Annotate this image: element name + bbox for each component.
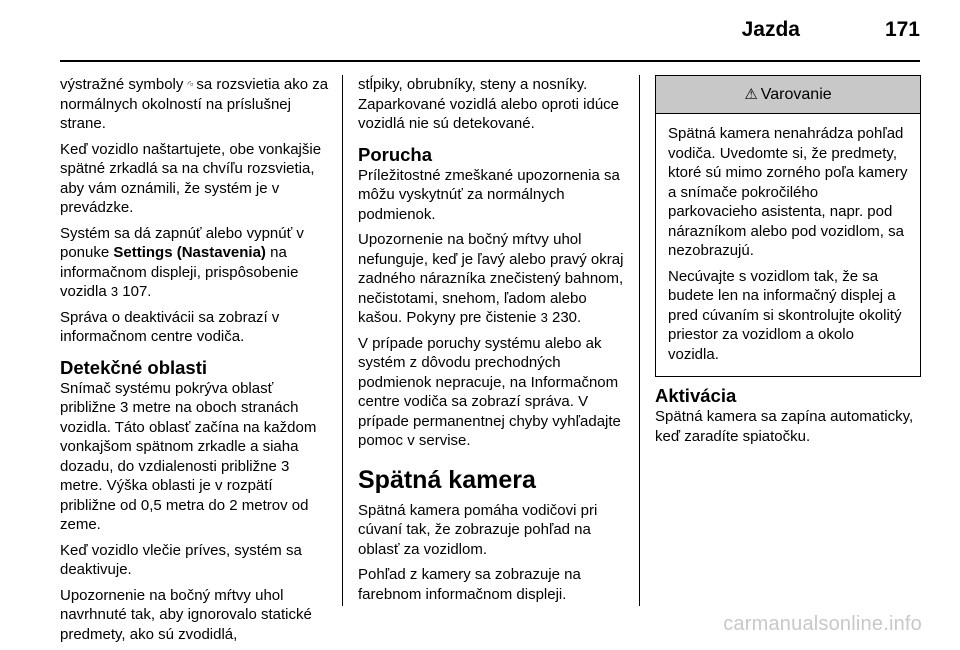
paragraph: Necúvajte s vozidlom tak, že sa budete len na informačný displej a pred cúvaním si skontrolujte okolitý priestor za vozidlom a okolo vozidla. xyxy=(668,267,902,363)
column-3 xyxy=(655,75,921,452)
paragraph: Upozornenie na bočný mŕtvy uhol navrhnuté tak, aby ignorovalo statické predmety, ako sú zvodidlá, xyxy=(60,586,312,643)
column-divider xyxy=(639,75,640,606)
watermark: carmanualsonline.info xyxy=(723,613,922,635)
page-ref: 107. xyxy=(122,283,152,300)
paragraph: Pohľad z kamery sa zobrazuje na farebnom informačnom displeji. xyxy=(358,566,581,603)
warning-title: Varovanie xyxy=(760,85,832,103)
column-1 xyxy=(60,75,332,650)
blind-spot-icon: ◜▫ xyxy=(187,79,193,89)
page-ref: 230. xyxy=(552,309,582,326)
column-divider xyxy=(342,75,343,606)
paragraph: Snímač systému pokrýva oblasť približne 3 metre na oboch stranách vozidla. Táto oblasť začína na každom vonkajšom spätnom zrkadle a siaha dozadu, do vzdialenosti približne 3 metre. Výška oblasti je v rozpätí približne od 0,5 metra do 2 metrov od zeme. xyxy=(60,379,317,533)
heading-detection-areas: Detekčné oblasti xyxy=(60,356,208,378)
paragraph: Upozornenie na bočný mŕtvy uhol nefunguje, keď je ľavý alebo pravý okraj zadného nárazníka znečistený bahnom, nečistotami, snehom, ľadom alebo kašou. Pokyny pre čistenie 3 230. xyxy=(358,231,624,326)
paragraph: Spätná kamera sa zapína automaticky, keď zaradíte spiatočku. xyxy=(655,408,914,445)
paragraph: Spätná kamera pomáha vodičovi pri cúvaní tak, že zobrazuje pohľad na oblasť za vozidlom. xyxy=(358,501,598,558)
paragraph: Keď vozidlo naštartujete, obe vonkajšie spätné zrkadlá sa na chvíľu rozsvietia, aby vám oznámili, že systém je v prevádzke. xyxy=(60,140,322,216)
warning-body xyxy=(656,114,920,376)
paragraph: výstražné symboly ◜▫ sa rozsvietia ako za normálnych okolností na príslušnej strane. xyxy=(60,76,329,132)
page-ref-icon: 3 xyxy=(110,284,119,299)
settings-menu-label: Settings (Nastavenia) xyxy=(113,244,266,261)
warning-box xyxy=(655,75,921,377)
page-ref-icon: 3 xyxy=(540,310,548,325)
paragraph: Spätná kamera nenahrádza pohľad vodiča. Uvedomte si, že predmety, ktoré sú mimo zorného poľa kamery a snímače pokročilého parkovacieho asistenta, napr. pod nárazníkom alebo pod vozidlom, sa nezobrazujú. xyxy=(668,125,908,259)
column-2 xyxy=(358,75,626,610)
paragraph: Keď vozidlo vlečie príves, systém sa deaktivuje. xyxy=(60,541,302,578)
warning-header xyxy=(656,76,920,114)
header-rule xyxy=(60,60,920,62)
section-title: Jazda xyxy=(741,18,800,41)
heading-rear-camera: Spätná kamera xyxy=(358,465,536,494)
heading-activation: Aktivácia xyxy=(655,385,737,406)
page-number: 171 xyxy=(884,18,920,41)
heading-fault: Porucha xyxy=(358,143,433,165)
paragraph: stĺpiky, obrubníky, steny a nosníky. Zaparkované vozidlá alebo oproti idúce vozidlá nie sú detekované. xyxy=(358,76,619,132)
paragraph: V prípade poruchy systému alebo ak systém z dôvodu prechodných podmienok nepracuje, na Informačnom centre vodiča sa zobrazí správa. V prípade permanentnej chyby vyhľadajte pomoc v servise. xyxy=(358,334,621,449)
paragraph: Systém sa dá zapnúť alebo vypnúť v ponuke Settings (Nastavenia) na informačnom displeji, prispôsobenie vozidla 3 107. xyxy=(60,224,304,300)
warning-triangle-icon: ⚠ xyxy=(744,85,758,103)
paragraph: Správa o deaktivácii sa zobrazí v informačnom centre vodiča. xyxy=(60,308,280,345)
paragraph: Príležitostné zmeškané upozornenia sa môžu vyskytnúť za normálnych podmienok. xyxy=(358,166,620,223)
